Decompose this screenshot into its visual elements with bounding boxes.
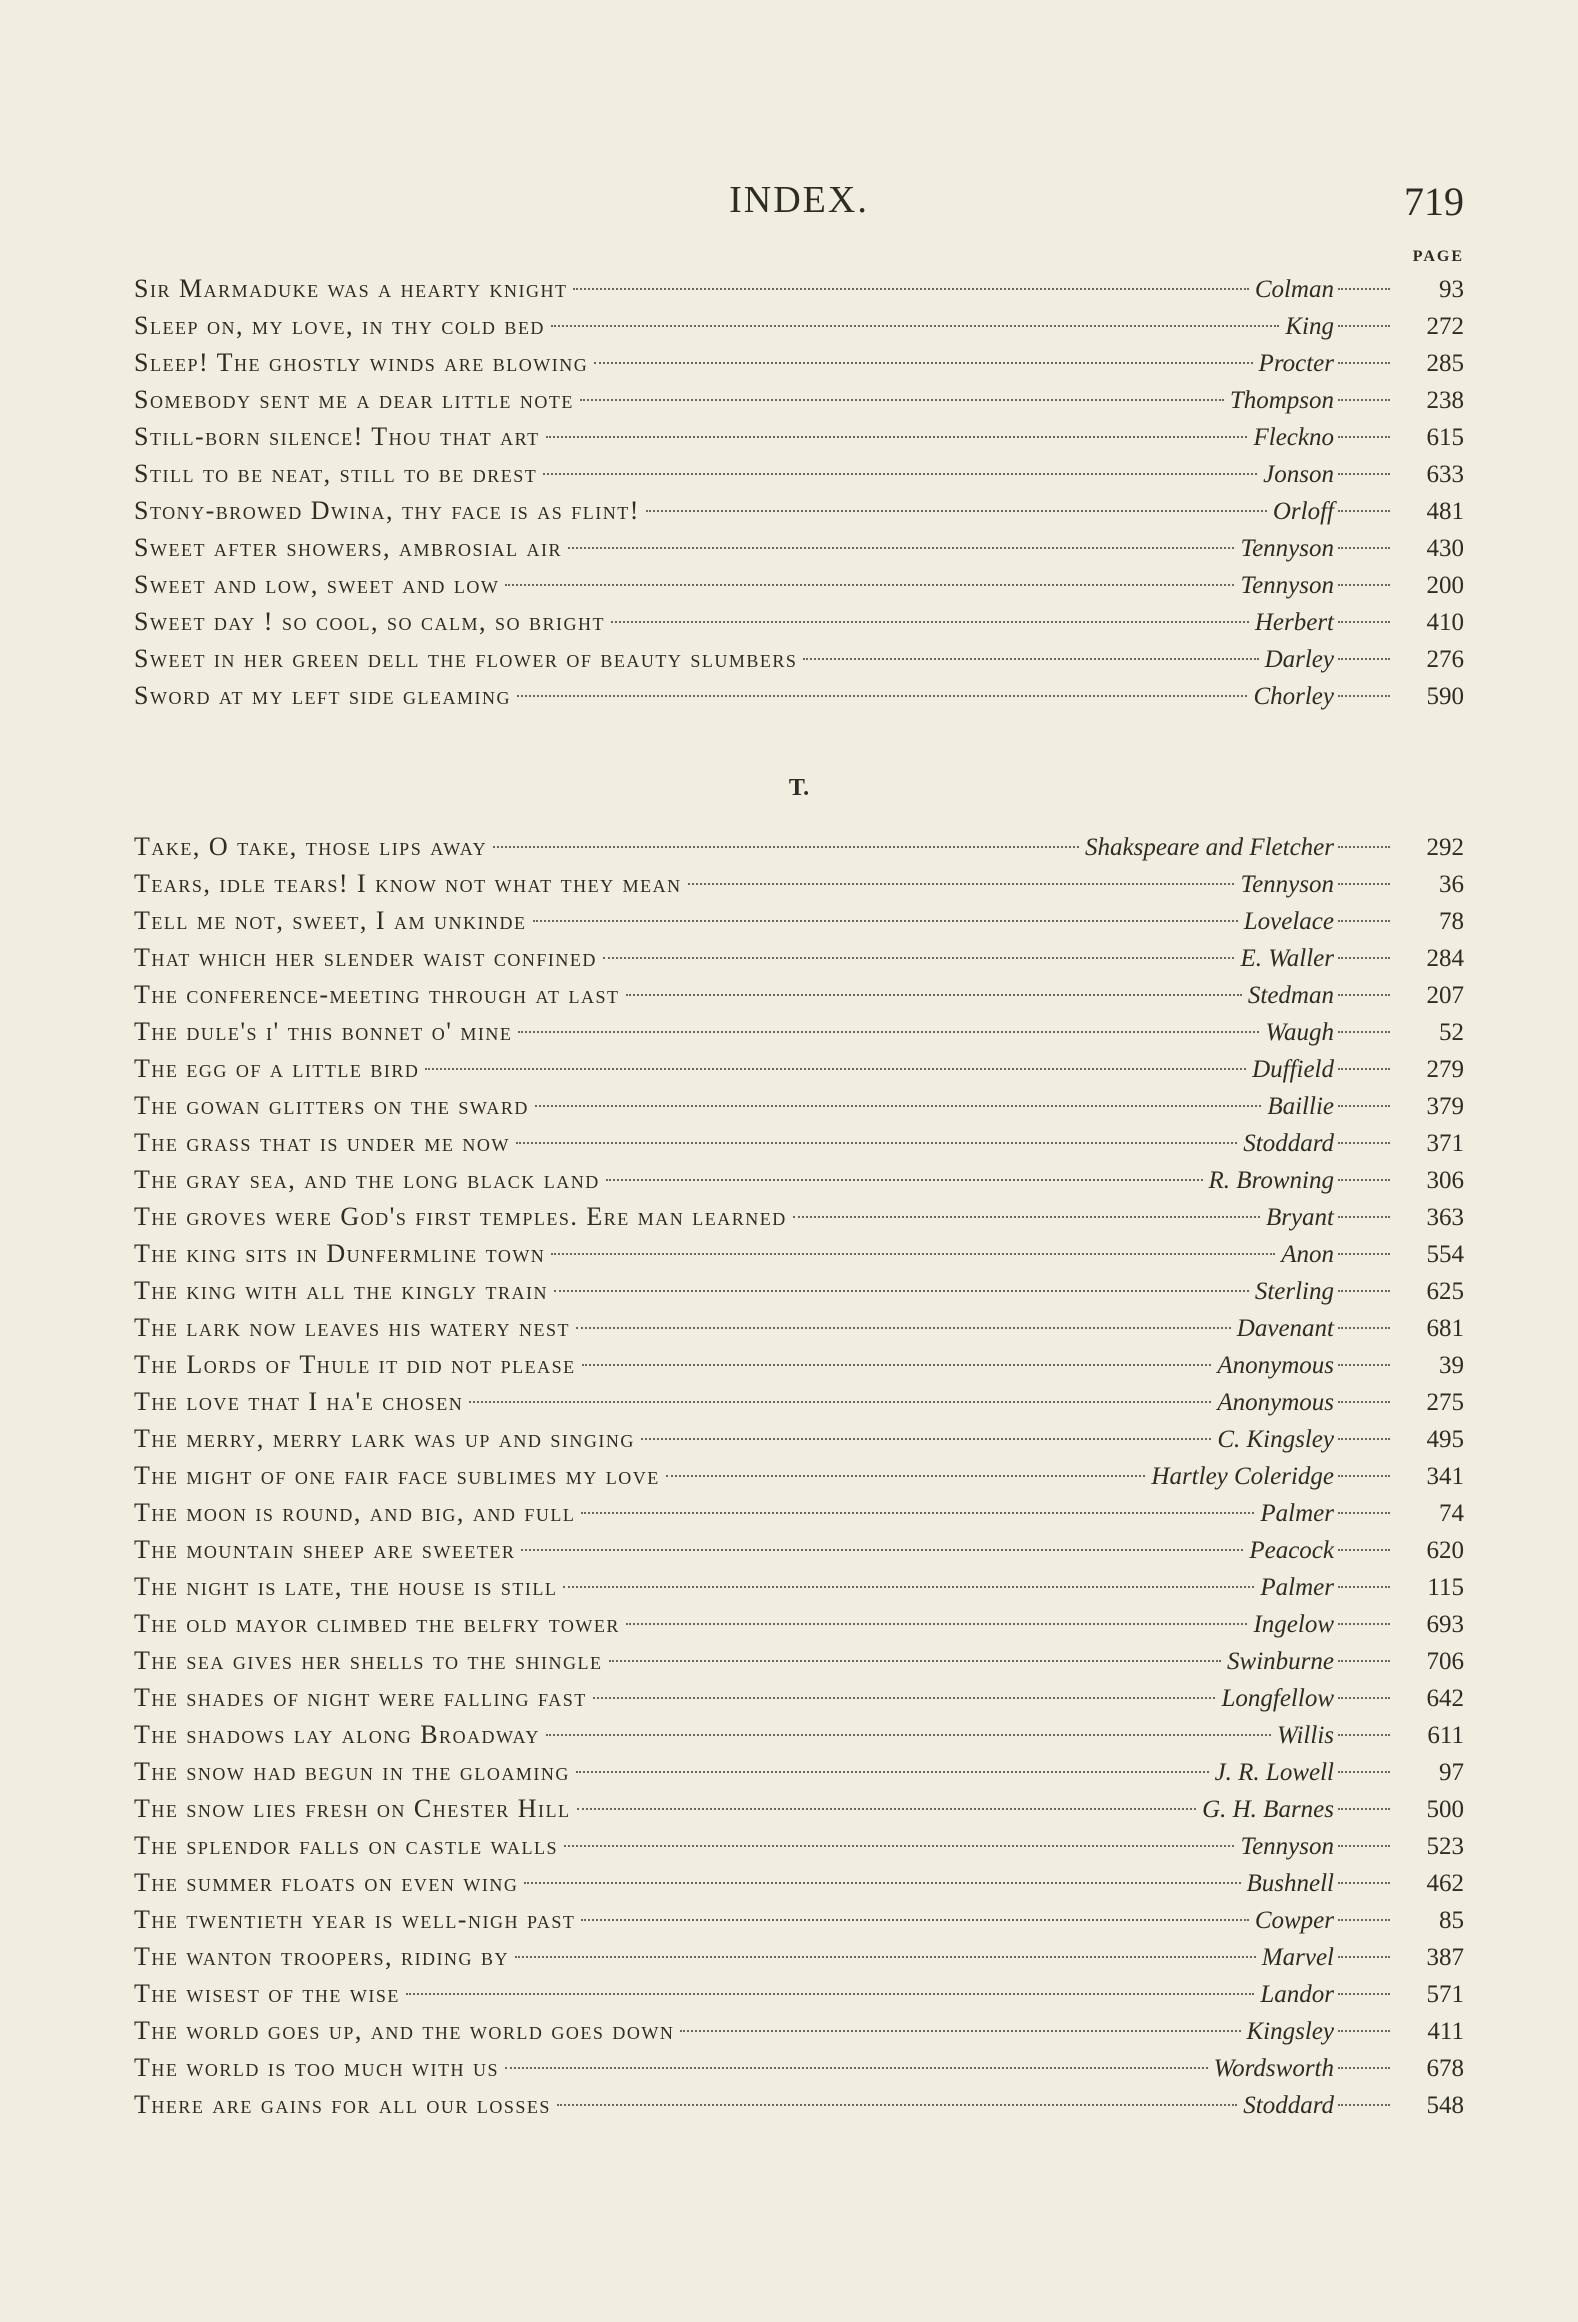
entry-list (134, 270, 1464, 714)
page-reference: 115 (1427, 1574, 1464, 1601)
dot-leader (573, 288, 1248, 290)
page-reference: 495 (1426, 1426, 1464, 1453)
author-name: Waugh (1265, 1019, 1334, 1046)
index-entry (134, 1494, 1464, 1531)
page-reference: 78 (1439, 908, 1464, 935)
dot-leader (1338, 1660, 1390, 1662)
author-name: Anon (1281, 1241, 1334, 1268)
author-name: Kingsley (1246, 2018, 1334, 2045)
index-entry (134, 1272, 1464, 1309)
dot-leader (469, 1401, 1211, 1403)
page-reference: 633 (1426, 461, 1464, 488)
author-name: Anonymous (1217, 1352, 1334, 1379)
author-name: Palmer (1260, 1574, 1334, 1601)
dot-leader (1338, 1105, 1390, 1107)
page-reference: 36 (1439, 871, 1464, 898)
dot-leader (406, 1993, 1255, 1995)
author-name: Tennyson (1240, 535, 1334, 562)
page-reference: 306 (1426, 1167, 1464, 1194)
index-entry (134, 1975, 1464, 2012)
index-entry (134, 1753, 1464, 1790)
index-entry (134, 2012, 1464, 2049)
first-line-text: The gowan glitters on the sward (134, 1091, 529, 1120)
dot-leader (1338, 473, 1390, 475)
dot-leader (688, 883, 1235, 885)
author-name: Longfellow (1221, 1685, 1334, 1712)
author-name: Thompson (1229, 387, 1334, 414)
dot-leader (1338, 436, 1390, 438)
author-name: Tennyson (1240, 871, 1334, 898)
dot-leader (626, 1623, 1248, 1625)
page-reference: 276 (1426, 646, 1464, 673)
dot-leader (1338, 510, 1390, 512)
first-line-text: Tears, idle tears! I know not what they mean (134, 869, 682, 898)
dot-leader (606, 1179, 1203, 1181)
author-name: Shakspeare and Fletcher (1085, 834, 1334, 861)
dot-leader (1338, 621, 1390, 623)
index-entry (134, 1198, 1464, 1235)
dot-leader (1338, 2104, 1390, 2106)
index-entry (134, 640, 1464, 677)
page-reference: 207 (1426, 982, 1464, 1009)
index-entry (134, 1087, 1464, 1124)
dot-leader (1338, 1919, 1390, 1921)
author-name: Chorley (1253, 683, 1334, 710)
dot-leader (1338, 1401, 1390, 1403)
dot-leader (581, 1512, 1254, 1514)
dot-leader (1338, 1475, 1390, 1477)
index-entry (134, 1864, 1464, 1901)
dot-leader (1338, 1179, 1390, 1181)
page-reference: 39 (1439, 1352, 1464, 1379)
dot-leader (582, 1364, 1212, 1366)
dot-leader (1338, 1734, 1390, 1736)
page-reference: 523 (1426, 1833, 1464, 1860)
index-entry (134, 1457, 1464, 1494)
first-line-text: The king with all the kingly train (134, 1276, 548, 1305)
author-name: J. R. Lowell (1214, 1759, 1334, 1786)
page-reference: 554 (1426, 1241, 1464, 1268)
first-line-text: The dule's i' this bonnet o' mine (134, 1017, 513, 1046)
first-line-text: Sweet and low, sweet and low (134, 570, 500, 599)
dot-leader (535, 1105, 1261, 1107)
author-name: Lovelace (1243, 908, 1334, 935)
index-entry (134, 455, 1464, 492)
dot-leader (533, 920, 1238, 922)
page-reference: 363 (1426, 1204, 1464, 1231)
author-name: Colman (1254, 276, 1334, 303)
page-reference: 500 (1426, 1796, 1464, 1823)
author-name: Bushnell (1246, 1870, 1334, 1897)
dot-leader (1338, 584, 1390, 586)
author-name: Darley (1264, 646, 1334, 673)
index-entry (134, 1679, 1464, 1716)
dot-leader (1338, 362, 1390, 364)
author-name: Ingelow (1253, 1611, 1334, 1638)
first-line-text: Tell me not, sweet, I am unkinde (134, 906, 527, 935)
dot-leader (1338, 1771, 1390, 1773)
dot-leader (1338, 695, 1390, 697)
dot-leader (557, 2104, 1237, 2106)
first-line-text: The love that I ha'e chosen (134, 1387, 464, 1416)
page-reference: 625 (1426, 1278, 1464, 1305)
page-reference: 615 (1426, 424, 1464, 451)
index-entry (134, 902, 1464, 939)
page-reference: 97 (1439, 1759, 1464, 1786)
page-reference: 611 (1427, 1722, 1464, 1749)
dot-leader (609, 1660, 1222, 1662)
page-reference: 238 (1426, 387, 1464, 414)
page-reference: 371 (1426, 1130, 1464, 1157)
dot-leader (803, 658, 1258, 660)
page-reference: 681 (1426, 1315, 1464, 1342)
page-reference: 590 (1426, 683, 1464, 710)
first-line-text: The splendor falls on castle walls (134, 1831, 559, 1860)
dot-leader (1338, 1956, 1390, 1958)
first-line-text: The snow had begun in the gloaming (134, 1757, 570, 1786)
index-entry (134, 1605, 1464, 1642)
page-reference: 387 (1426, 1944, 1464, 1971)
author-name: Tennyson (1240, 1833, 1334, 1860)
dot-leader (1338, 288, 1390, 290)
page-reference: 74 (1439, 1500, 1464, 1527)
dot-leader (516, 1142, 1237, 1144)
page-reference: 272 (1426, 313, 1464, 340)
first-line-text: The shades of night were falling fast (134, 1683, 587, 1712)
page-reference: 85 (1439, 1907, 1464, 1934)
author-name: Tennyson (1240, 572, 1334, 599)
page-reference: 200 (1426, 572, 1464, 599)
first-line-text: The summer floats on even wing (134, 1868, 519, 1897)
dot-leader (580, 399, 1224, 401)
first-line-text: The sea gives her shells to the shingle (134, 1646, 603, 1675)
page-reference: 693 (1426, 1611, 1464, 1638)
first-line-text: The lark now leaves his watery nest (134, 1313, 571, 1342)
dot-leader (546, 1734, 1271, 1736)
dot-leader (1338, 1031, 1390, 1033)
first-line-text: Still-born silence! Thou that art (134, 422, 540, 451)
index-entry (134, 566, 1464, 603)
dot-leader (521, 1549, 1243, 1551)
author-name: Cowper (1254, 1907, 1334, 1934)
dot-leader (543, 473, 1257, 475)
dot-leader (1338, 1586, 1390, 1588)
dot-leader (551, 325, 1279, 327)
index-entry (134, 418, 1464, 455)
dot-leader (1338, 957, 1390, 959)
dot-leader (493, 846, 1079, 848)
dot-leader (1338, 1364, 1390, 1366)
dot-leader (1338, 883, 1390, 885)
author-name: King (1285, 313, 1334, 340)
author-name: R. Browning (1208, 1167, 1334, 1194)
first-line-text: The mountain sheep are sweeter (134, 1535, 516, 1564)
author-name: Palmer (1260, 1500, 1334, 1527)
dot-leader (611, 621, 1249, 623)
index-entry (134, 270, 1464, 307)
index-entry (134, 1531, 1464, 1568)
page-reference: 410 (1426, 609, 1464, 636)
dot-leader (793, 1216, 1260, 1218)
page-reference: 642 (1426, 1685, 1464, 1712)
index-entry (134, 1716, 1464, 1753)
author-name: Stoddard (1243, 2092, 1334, 2119)
dot-leader (1338, 1512, 1390, 1514)
author-name: Procter (1258, 350, 1334, 377)
dot-leader (1338, 1882, 1390, 1884)
index-entry (134, 1901, 1464, 1938)
index-entry (134, 939, 1464, 976)
index-entry (134, 1642, 1464, 1679)
author-name: Bryant (1265, 1204, 1334, 1231)
first-line-text: Still to be neat, still to be drest (134, 459, 538, 488)
index-entry (134, 1383, 1464, 1420)
dot-leader (551, 1253, 1275, 1255)
first-line-text: The grass that is under me now (134, 1128, 510, 1157)
dot-leader (1338, 846, 1390, 848)
author-name: E. Waller (1240, 945, 1334, 972)
dot-leader (1338, 1438, 1390, 1440)
first-line-text: The moon is round, and big, and full (134, 1498, 576, 1527)
author-name: Baillie (1267, 1093, 1334, 1120)
first-line-text: The gray sea, and the long black land (134, 1165, 600, 1194)
dot-leader (1338, 1808, 1390, 1810)
author-name: Jonson (1263, 461, 1334, 488)
author-name: Marvel (1261, 1944, 1334, 1971)
author-name: Davenant (1236, 1315, 1334, 1342)
index-entry (134, 1309, 1464, 1346)
page-reference: 52 (1439, 1019, 1464, 1046)
first-line-text: Sweet in her green dell the flower of beauty slumbers (134, 644, 798, 673)
dot-leader (524, 1882, 1240, 1884)
first-line-text: The world is too much with us (134, 2053, 500, 2082)
author-name: Orloff (1272, 498, 1334, 525)
dot-leader (505, 2067, 1208, 2069)
entry-list (134, 828, 1464, 2123)
author-name: Duffield (1252, 1056, 1334, 1083)
index-entry (134, 976, 1464, 1013)
dot-leader (626, 994, 1242, 996)
page-reference: 279 (1426, 1056, 1464, 1083)
page-reference: 620 (1426, 1537, 1464, 1564)
first-line-text: The wisest of the wise (134, 1979, 400, 2008)
index-entry (134, 1938, 1464, 1975)
index-entry (134, 1568, 1464, 1605)
dot-leader (576, 1771, 1209, 1773)
dot-leader (666, 1475, 1146, 1477)
index-entry (134, 1827, 1464, 1864)
page-reference: 275 (1426, 1389, 1464, 1416)
first-line-text: Sweet day ! so cool, so calm, so bright (134, 607, 605, 636)
index-entry (134, 1124, 1464, 1161)
index-entry (134, 1346, 1464, 1383)
first-line-text: Sir Marmaduke was a hearty knight (134, 274, 568, 303)
first-line-text: Take, O take, those lips away (134, 832, 488, 861)
first-line-text: The wanton troopers, riding by (134, 1942, 510, 1971)
first-line-text: There are gains for all our losses (134, 2090, 551, 2119)
page-reference: 292 (1426, 834, 1464, 861)
first-line-text: The old mayor climbed the belfry tower (134, 1609, 620, 1638)
page-title: INDEX. (729, 179, 869, 221)
first-line-text: The snow lies fresh on Chester Hill (134, 1794, 571, 1823)
author-name: C. Kingsley (1217, 1426, 1334, 1453)
dot-leader (1338, 2067, 1390, 2069)
index-entry (134, 1013, 1464, 1050)
dot-leader (515, 1956, 1256, 1958)
dot-leader (425, 1068, 1246, 1070)
dot-leader (594, 362, 1252, 364)
author-name: Landor (1260, 1981, 1334, 2008)
first-line-text: Somebody sent me a dear little note (134, 385, 574, 414)
page-number: 719 (1404, 179, 1464, 224)
first-line-text: Sword at my left side gleaming (134, 681, 511, 710)
dot-leader (1338, 1290, 1390, 1292)
dot-leader (1338, 547, 1390, 549)
author-name: Wordsworth (1213, 2055, 1334, 2082)
dot-leader (593, 1697, 1216, 1699)
first-line-text: Sleep on, my love, in thy cold bed (134, 311, 545, 340)
page-reference: 341 (1426, 1463, 1464, 1490)
index-section-t (134, 770, 1464, 2123)
index-section-s (134, 270, 1464, 714)
author-name: G. H. Barnes (1202, 1796, 1334, 1823)
dot-leader (1338, 1142, 1390, 1144)
dot-leader (1338, 1327, 1390, 1329)
index-entry (134, 529, 1464, 566)
author-name: Anonymous (1217, 1389, 1334, 1416)
dot-leader (577, 1808, 1197, 1810)
author-name: Stoddard (1243, 1130, 1334, 1157)
dot-leader (603, 957, 1235, 959)
author-name: Willis (1277, 1722, 1334, 1749)
dot-leader (1338, 2030, 1390, 2032)
dot-leader (1338, 920, 1390, 922)
author-name: Herbert (1254, 609, 1334, 636)
index-entry (134, 1420, 1464, 1457)
page-reference: 706 (1426, 1648, 1464, 1675)
first-line-text: The conference-meeting through at last (134, 980, 620, 1009)
running-head (134, 178, 1464, 228)
page-reference: 411 (1427, 2018, 1464, 2045)
dot-leader (641, 1438, 1211, 1440)
author-name: Stedman (1247, 982, 1334, 1009)
page-column-label: PAGE (1412, 248, 1464, 265)
dot-leader (1338, 994, 1390, 996)
author-name: Fleckno (1253, 424, 1334, 451)
dot-leader (554, 1290, 1249, 1292)
dot-leader (568, 547, 1235, 549)
dot-leader (564, 1845, 1234, 1847)
dot-leader (1338, 325, 1390, 327)
dot-leader (1338, 1068, 1390, 1070)
dot-leader (517, 695, 1248, 697)
first-line-text: The world goes up, and the world goes down (134, 2016, 675, 2045)
page-reference: 678 (1426, 2055, 1464, 2082)
index-entry (134, 492, 1464, 529)
dot-leader (1338, 1845, 1390, 1847)
page-reference: 284 (1426, 945, 1464, 972)
first-line-text: That which her slender waist confined (134, 943, 597, 972)
dot-leader (1338, 1216, 1390, 1218)
first-line-text: The Lords of Thule it did not please (134, 1350, 576, 1379)
page-reference: 462 (1426, 1870, 1464, 1897)
index-entry (134, 307, 1464, 344)
section-heading: T. (788, 775, 810, 801)
page-reference: 430 (1426, 535, 1464, 562)
index-entry (134, 1161, 1464, 1198)
first-line-text: The king sits in Dunfermline town (134, 1239, 546, 1268)
first-line-text: The night is late, the house is still (134, 1572, 558, 1601)
first-line-text: The groves were God's first temples. Ere man learned (134, 1202, 787, 1231)
first-line-text: Sweet after showers, ambrosial air (134, 533, 562, 562)
dot-leader (1338, 1623, 1390, 1625)
dot-leader (646, 510, 1267, 512)
page-reference: 481 (1426, 498, 1464, 525)
index-entry (134, 2049, 1464, 2086)
author-name: Sterling (1254, 1278, 1334, 1305)
index-entry (134, 1050, 1464, 1087)
author-name: Swinburne (1227, 1648, 1334, 1675)
dot-leader (680, 2030, 1240, 2032)
dot-leader (518, 1031, 1259, 1033)
dot-leader (581, 1919, 1248, 1921)
index-entry (134, 603, 1464, 640)
dot-leader (1338, 399, 1390, 401)
page-reference: 379 (1426, 1093, 1464, 1120)
index-entry (134, 2086, 1464, 2123)
first-line-text: The might of one fair face sublimes my love (134, 1461, 660, 1490)
dot-leader (563, 1586, 1254, 1588)
index-entry (134, 344, 1464, 381)
index-entry (134, 677, 1464, 714)
index-entry (134, 865, 1464, 902)
dot-leader (576, 1327, 1231, 1329)
dot-leader (1338, 1549, 1390, 1551)
dot-leader (1338, 1697, 1390, 1699)
index-entry (134, 1790, 1464, 1827)
page-reference: 571 (1426, 1981, 1464, 2008)
page-reference: 285 (1426, 350, 1464, 377)
page-reference: 548 (1426, 2092, 1464, 2119)
first-line-text: The merry, merry lark was up and singing (134, 1424, 635, 1453)
dot-leader (1338, 1253, 1390, 1255)
index-entry (134, 1235, 1464, 1272)
page-reference: 93 (1439, 276, 1464, 303)
dot-leader (546, 436, 1248, 438)
index-entry (134, 828, 1464, 865)
dot-leader (1338, 658, 1390, 660)
dot-leader (1338, 1993, 1390, 1995)
first-line-text: Stony-browed Dwina, thy face is as flint! (134, 496, 640, 525)
index-entry (134, 381, 1464, 418)
first-line-text: The shadows lay along Broadway (134, 1720, 540, 1749)
author-name: Peacock (1249, 1537, 1334, 1564)
first-line-text: The twentieth year is well-nigh past (134, 1905, 576, 1934)
dot-leader (505, 584, 1234, 586)
author-name: Hartley Coleridge (1151, 1463, 1334, 1490)
first-line-text: The egg of a little bird (134, 1054, 420, 1083)
first-line-text: Sleep! The ghostly winds are blowing (134, 348, 589, 377)
